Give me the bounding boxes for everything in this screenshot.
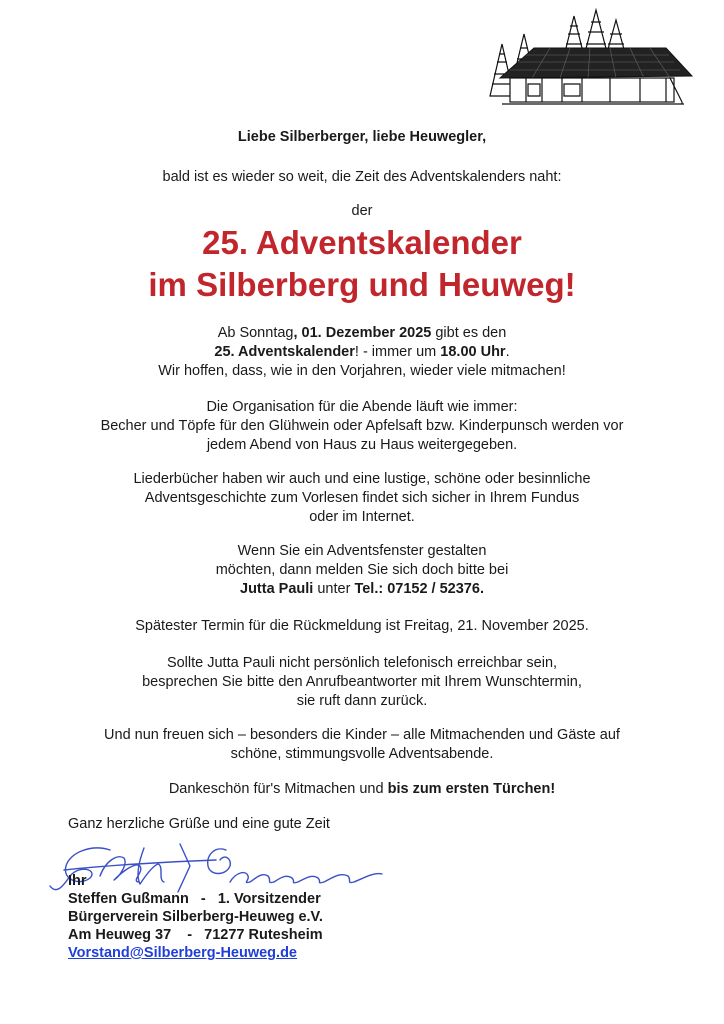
- para1-line-1: Ab Sonntag, 01. Dezember 2025 gibt es den: [217, 325, 507, 341]
- para1-line-3: Wir hoffen, dass, wie in den Vorjahren, wieder viele mitmachen!: [158, 363, 566, 379]
- para4-line-3: Jutta Pauli unter Tel.: 07152 / 52376.: [240, 581, 484, 597]
- para2-line-1: Die Organisation für die Abende läuft wie immer:: [206, 399, 518, 415]
- para3-line-2: Adventsgeschichte zum Vorlesen findet sich sicher in Ihrem Fundus: [144, 490, 580, 506]
- para4-line-1: Wenn Sie ein Adventsfenster gestalten: [237, 543, 487, 559]
- para3-line-1: Liederbücher haben wir auch und eine lustige, schöne oder besinnliche: [133, 471, 591, 487]
- para6-line-1: Sollte Jutta Pauli nicht persönlich telefonisch erreichbar sein,: [166, 655, 558, 671]
- closing-greeting: Ganz herzliche Grüße und eine gute Zeit: [68, 816, 330, 832]
- para6-line-2: besprechen Sie bitte den Anrufbeantworter mit Ihrem Wunschtermin,: [142, 674, 582, 690]
- contact-name: Jutta Pauli: [240, 581, 314, 597]
- paragraph-thanks: Dankeschön für's Mitmachen und bis zum ersten Türchen!: [168, 781, 556, 797]
- headline-line-1: 25. Adventskalender: [202, 224, 522, 261]
- paragraph-anticipation: [0, 726, 724, 764]
- pavilion-with-trees-icon: [470, 4, 700, 110]
- para7-line-2: schöne, stimmungsvolle Adventsabende.: [230, 746, 494, 762]
- intro-text: bald ist es wieder so weit, die Zeit des Adventskalenders naht:: [162, 169, 562, 185]
- paragraph-deadline: Spätester Termin für die Rückmeldung ist Freitag, 21. November 2025.: [135, 618, 589, 634]
- greeting: Liebe Silberberger, liebe Heuwegler,: [237, 129, 487, 145]
- calendar-number: 25. Adventskalender: [214, 344, 355, 360]
- paragraph-registration: [0, 542, 724, 599]
- para3-line-3: oder im Internet.: [309, 509, 415, 525]
- paragraph-answering-machine: [0, 654, 724, 711]
- headline-line-2: im Silberberg und Heuweg!: [148, 266, 576, 303]
- contact-phone: Tel.: 07152 / 52376.: [354, 581, 484, 597]
- sender-block: [68, 872, 323, 962]
- sender-name: Steffen Gußmann - 1. Vorsitzender: [68, 891, 321, 907]
- thanks-bold: bis zum ersten Türchen!: [387, 781, 556, 797]
- sender-organisation: Bürgerverein Silberberg-Heuweg e.V.: [68, 909, 323, 925]
- para4-line-2: möchten, dann melden Sie sich doch bitte bei: [215, 562, 509, 578]
- paragraph-organisation: [0, 398, 724, 455]
- email-link[interactable]: Vorstand@Silberberg-Heuweg.de: [68, 945, 297, 961]
- headline: [0, 222, 724, 306]
- der-text: der: [351, 203, 373, 219]
- sender-ihr: Ihr: [68, 873, 87, 889]
- para1-line-2: 25. Adventskalender! - immer um 18.00 Uhr.: [214, 344, 510, 360]
- para6-line-3: sie ruft dann zurück.: [296, 693, 428, 709]
- paragraph-start-date: [0, 324, 724, 381]
- start-date: , 01. Dezember 2025: [293, 325, 432, 341]
- start-time: 18.00 Uhr: [440, 344, 506, 360]
- para2-line-3: jedem Abend von Haus zu Haus weitergegeben.: [206, 437, 518, 453]
- sender-address: Am Heuweg 37 - 71277 Rutesheim: [68, 927, 323, 943]
- para7-line-1: Und nun freuen sich – besonders die Kinder – alle Mitmachenden und Gäste auf: [104, 727, 620, 743]
- paragraph-songbooks: [0, 470, 724, 527]
- para2-line-2: Becher und Töpfe für den Glühwein oder Apfelsaft bzw. Kinderpunsch werden vor: [100, 418, 624, 434]
